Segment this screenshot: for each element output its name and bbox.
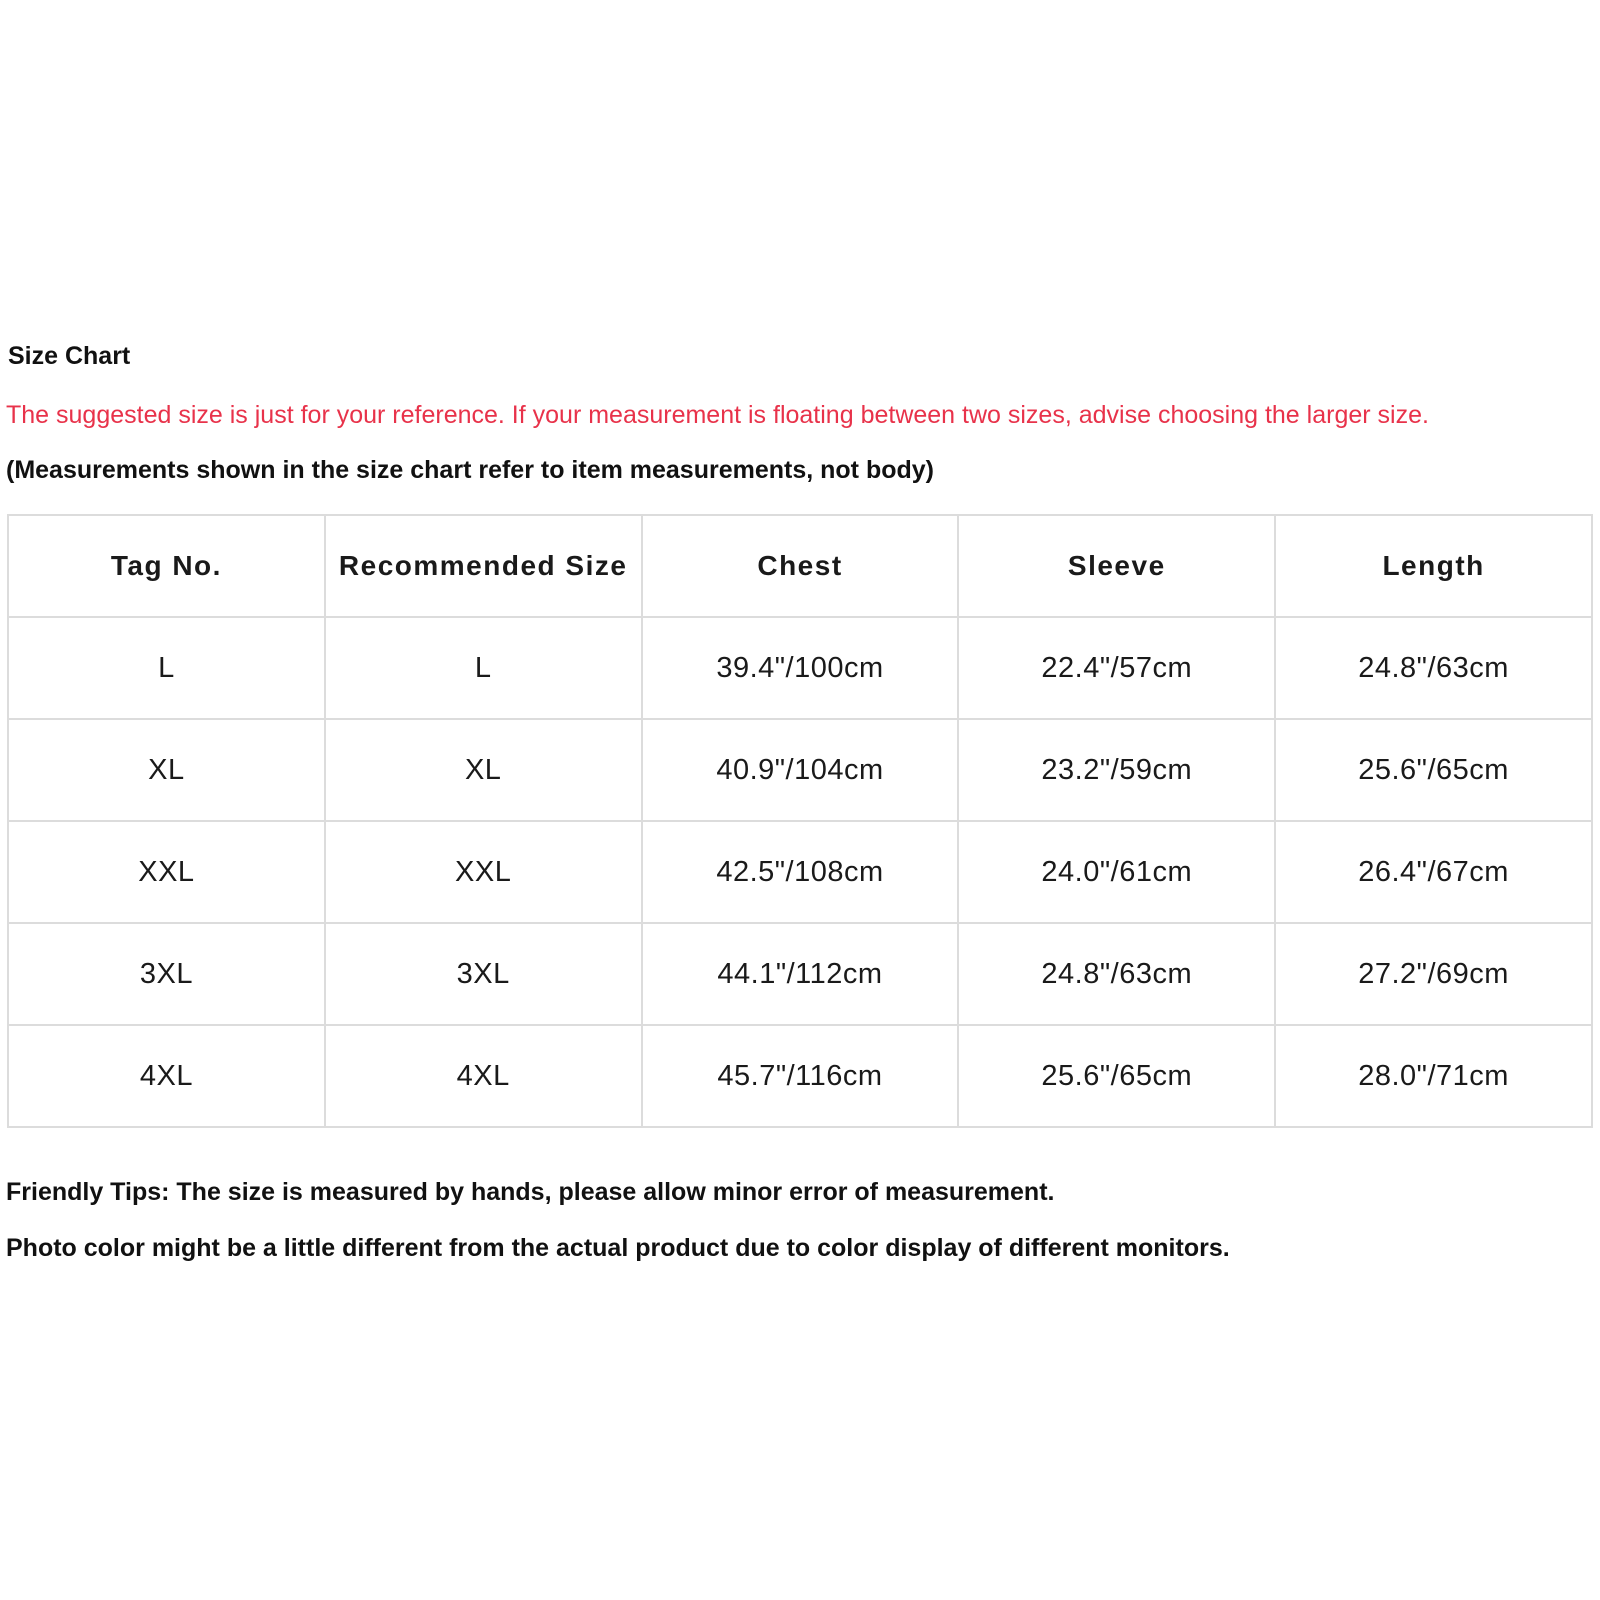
cell-chest: 42.5"/108cm: [642, 821, 959, 923]
cell-tag-no: XL: [8, 719, 325, 821]
reference-note: The suggested size is just for your reference. If your measurement is floating between two sizes, advise choosing the larger size.: [6, 401, 1429, 429]
header-length: Length: [1275, 515, 1592, 617]
table-row: [8, 617, 1592, 719]
cell-sleeve: 24.8"/63cm: [958, 923, 1275, 1025]
cell-sleeve: 25.6"/65cm: [958, 1025, 1275, 1127]
cell-recommended-size: XL: [325, 719, 642, 821]
header-sleeve: Sleeve: [958, 515, 1275, 617]
cell-sleeve: 22.4"/57cm: [958, 617, 1275, 719]
cell-chest: 40.9"/104cm: [642, 719, 959, 821]
measurement-note: (Measurements shown in the size chart refer to item measurements, not body): [6, 456, 934, 484]
size-table: [7, 514, 1593, 1128]
table-row: [8, 923, 1592, 1025]
header-tag-no: Tag No.: [8, 515, 325, 617]
cell-chest: 44.1"/112cm: [642, 923, 959, 1025]
page-title: Size Chart: [8, 342, 131, 370]
table-row: [8, 1025, 1592, 1127]
cell-chest: 39.4"/100cm: [642, 617, 959, 719]
cell-recommended-size: 4XL: [325, 1025, 642, 1127]
cell-tag-no: 4XL: [8, 1025, 325, 1127]
cell-tag-no: L: [8, 617, 325, 719]
header-recommended-size: Recommended Size: [325, 515, 642, 617]
cell-sleeve: 24.0"/61cm: [958, 821, 1275, 923]
cell-length: 28.0"/71cm: [1275, 1025, 1592, 1127]
friendly-tip: Friendly Tips: The size is measured by hands, please allow minor error of measurement.: [6, 1178, 1055, 1206]
header-chest: Chest: [642, 515, 959, 617]
cell-length: 24.8"/63cm: [1275, 617, 1592, 719]
cell-length: 26.4"/67cm: [1275, 821, 1592, 923]
cell-chest: 45.7"/116cm: [642, 1025, 959, 1127]
cell-tag-no: XXL: [8, 821, 325, 923]
cell-tag-no: 3XL: [8, 923, 325, 1025]
cell-sleeve: 23.2"/59cm: [958, 719, 1275, 821]
cell-length: 25.6"/65cm: [1275, 719, 1592, 821]
cell-recommended-size: XXL: [325, 821, 642, 923]
table-header-row: [8, 515, 1592, 617]
cell-length: 27.2"/69cm: [1275, 923, 1592, 1025]
cell-recommended-size: L: [325, 617, 642, 719]
table-row: [8, 821, 1592, 923]
color-disclaimer: Photo color might be a little different from the actual product due to color display of different monitors.: [6, 1234, 1230, 1262]
cell-recommended-size: 3XL: [325, 923, 642, 1025]
table-row: [8, 719, 1592, 821]
